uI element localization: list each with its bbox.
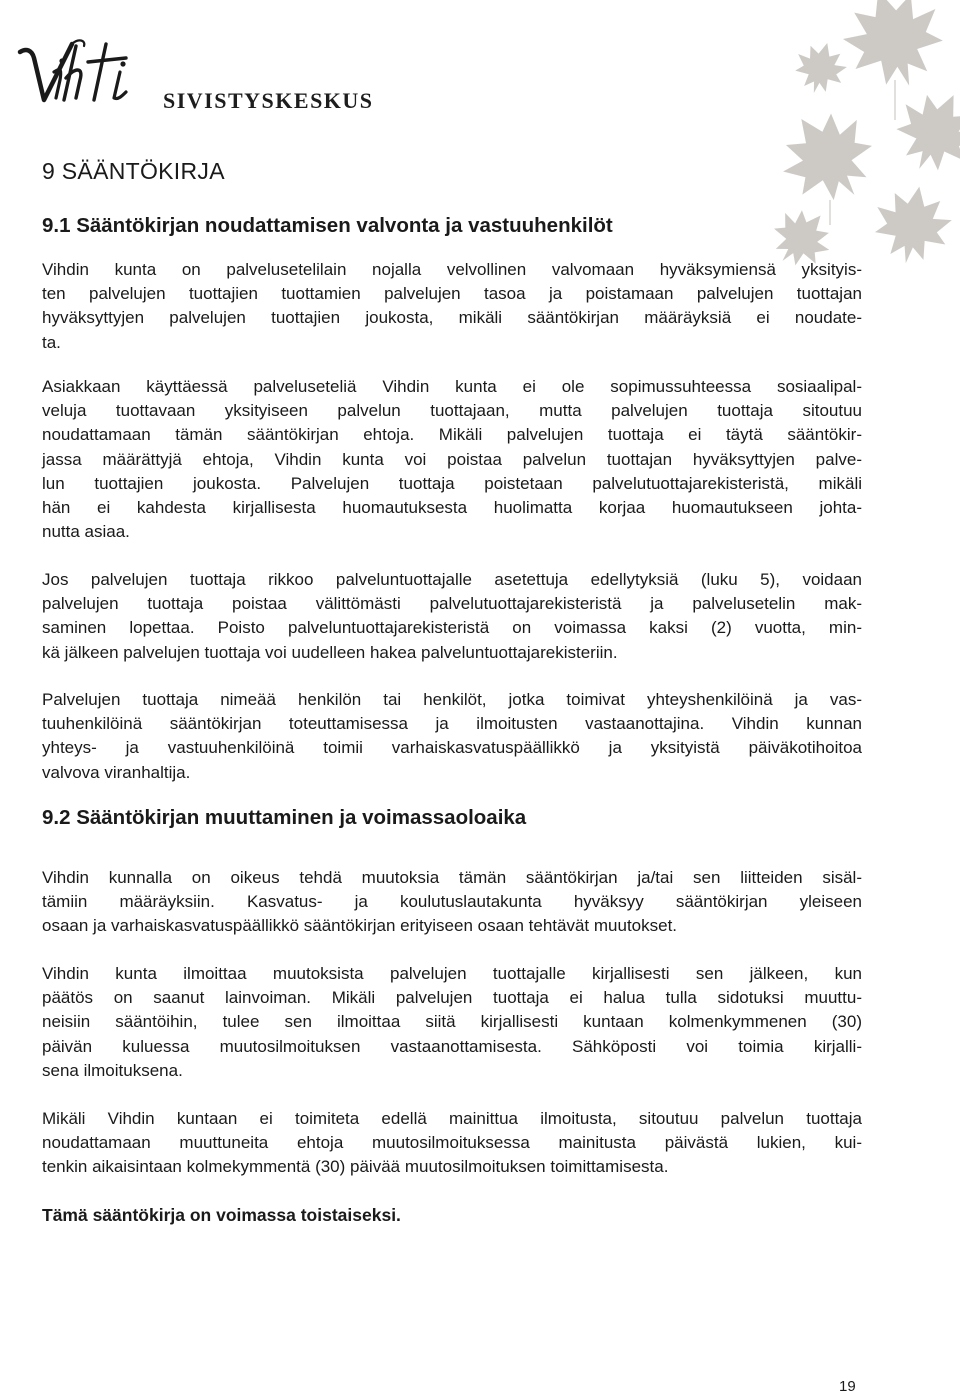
text-line: hyväksyttyjen palvelujen tuottajien joukosta, mikäli sääntökirjan määräyksiä ei noudate- [42, 308, 862, 328]
section-heading-9-1: 9.1 Sääntökirjan noudattamisen valvonta ja vastuuhenkilöt [42, 214, 613, 237]
text-line: päivän kuluessa muutosilmoituksen vastaanottamisesta. Sähköposti voi toimia kirjalli- [42, 1036, 862, 1056]
text-line: veluja tuottavaan yksityiseen palvelun tuottajaan, mutta palvelujen tuottaja sitoutuu [42, 401, 862, 421]
text-line: ta. [42, 332, 61, 352]
paragraph [42, 375, 862, 544]
text-line: Asiakkaan käyttäessä palveluseteliä Vihdin kunta ei ole sopimussuhteessa sosiaalipal- [42, 377, 862, 396]
page-number: 19 [839, 1378, 856, 1395]
text-line: kä jälkeen palvelujen tuottaja voi uudelleen hakea palveluntuottajarekisteriin. [42, 642, 618, 662]
paragraph [42, 568, 862, 665]
text-line: Mikäli Vihdin kuntaan ei toimiteta edellä mainittua ilmoitusta, sitoutuu palvelun tuottaja [42, 1109, 862, 1128]
text-line: jassa määrättyjä ehtoja, Vihdin kunta voi poistaa palvelun tuottajan hyväksyttyjen palve- [42, 449, 862, 469]
paragraph [42, 866, 862, 939]
text-line: noudattamaan muuttuneita ehtoja muutosilmoituksessa mainitusta päivästä lukien, kui- [42, 1133, 862, 1153]
paragraph [42, 258, 862, 355]
text-line: sena ilmoituksena. [42, 1060, 183, 1080]
text-line: ten palvelujen tuottajien tuottamien palvelujen tasoa ja poistamaan palvelujen tuottajan [42, 284, 862, 304]
text-line: saminen lopettaa. Poisto palveluntuottajarekisteristä on voimassa kaksi (2) vuotta, min- [42, 618, 862, 638]
text-line: osaan ja varhaiskasvatuspäällikkö sääntökirjan erityiseen osaan tehtävät muutokset. [42, 916, 678, 936]
maple-leaves-icon [680, 0, 960, 270]
validity-statement: Tämä sääntökirja on voimassa toistaiseksi. [42, 1205, 401, 1225]
text-line: nutta asiaa. [42, 522, 130, 542]
text-line: Palvelujen tuottaja nimeää henkilön tai henkilöt, jotka toimivat yhteyshenkilöinä ja vas- [42, 690, 862, 709]
paragraph [42, 1107, 862, 1180]
text-line: palvelujen tuottaja poistaa välittömästi palvelutuottajarekisteristä ja palvelusetelin mak- [42, 594, 862, 614]
paragraph [42, 688, 862, 785]
logo-brand-text: SIVISTYSKESKUS [163, 88, 374, 113]
text-line: yhteys- ja vastuuhenkilöinä toimii varhaiskasvatuspäällikkö ja yksityistä päiväkotihoitoa [42, 738, 862, 758]
vihti-logo [10, 28, 374, 123]
vihti-script-logo [14, 34, 164, 114]
text-line: noudattamaan tämän sääntökirjan ehtoja. Mikäli palvelujen tuottaja ei täytä sääntökir- [42, 425, 862, 445]
text-line: Vihdin kunnalla on oikeus tehdä muutoksia tämän sääntökirjan ja/tai sen liitteiden sisäl- [42, 868, 862, 887]
text-line: päätös on saanut lainvoiman. Mikäli palvelujen tuottaja ei halua tulla sidotuksi muuttu- [42, 988, 862, 1008]
text-line: Vihdin kunta on palvelusetelilain nojalla velvollinen valvomaan hyväksymiensä yksityis- [42, 260, 862, 279]
text-line: tämiin määräyksiin. Kasvatus- ja koulutuslautakunta hyväksyy sääntökirjan yleiseen [42, 892, 862, 912]
text-line: valvova viranhaltija. [42, 762, 191, 782]
text-line: neisiin sääntöihin, tulee sen ilmoittaa siitä kirjallisesti kuntaan kolmenkymmenen (30) [42, 1012, 862, 1032]
text-line: tuuhenkilöinä sääntökirjan toteuttamisessa ja ilmoitusten vastaanottajina. Vihdin kunnan [42, 714, 862, 734]
text-line: Vihdin kunta ilmoittaa muutoksista palvelujen tuottajalle kirjallisesti sen jälkeen, kun [42, 964, 862, 983]
text-line: lun tuottajien joukosta. Palvelujen tuottaja poistetaan palvelutuottajarekisteristä, mikäli [42, 473, 862, 493]
paragraph [42, 962, 862, 1083]
text-line: tenkin aikaisintaan kolmekymmentä (30) päivää muutosilmoituksen toimittamisesta. [42, 1157, 669, 1177]
page-title: 9 SÄÄNTÖKIRJA [42, 158, 225, 184]
text-line: hän ei kahdesta kirjallisesta huomautuksesta huolimatta korjaa huomautukseen johta- [42, 498, 862, 518]
section-heading-9-2: 9.2 Sääntökirjan muuttaminen ja voimassaoloaika [42, 806, 527, 829]
text-line: Jos palvelujen tuottaja rikkoo palveluntuottajalle asetettuja edellytyksiä (luku 5), voidaan [42, 570, 862, 589]
